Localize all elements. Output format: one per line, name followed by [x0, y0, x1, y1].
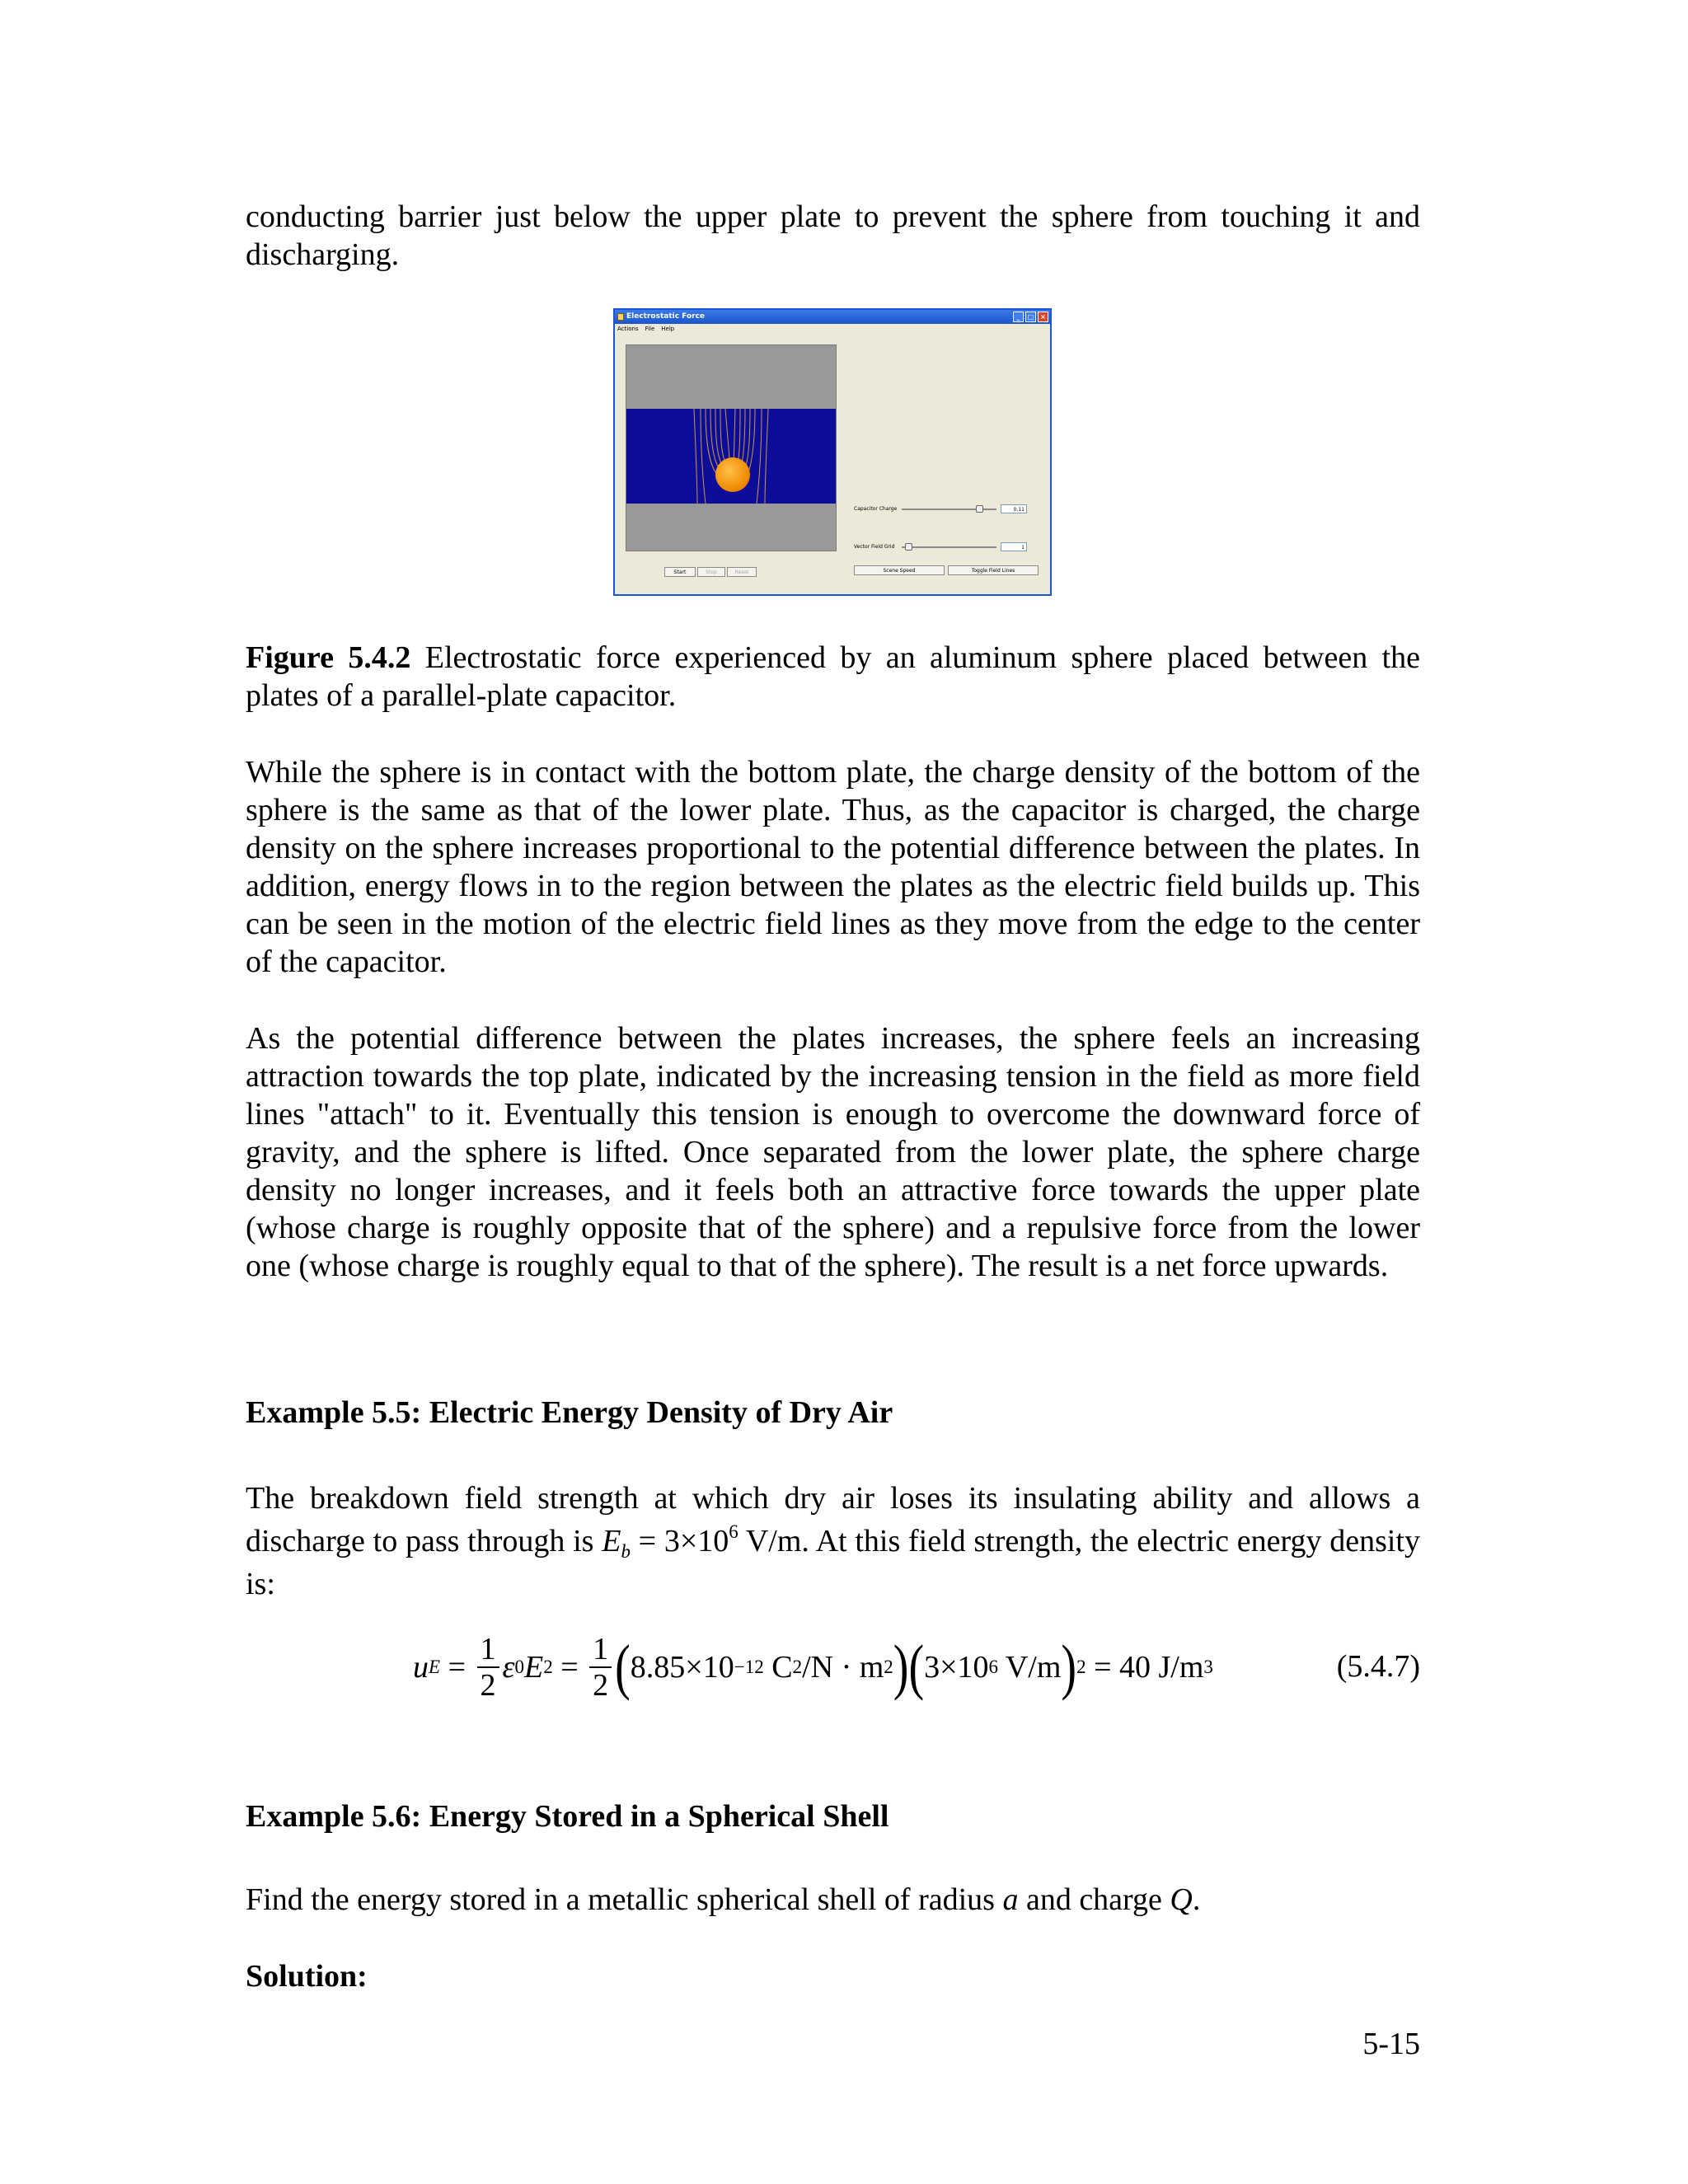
- eq-field-value: 3×10: [924, 1650, 989, 1685]
- vector-field-grid-track: [902, 546, 996, 548]
- paragraph-attraction: As the potential difference between the plates increases, the sphere feels an increasing attraction towards the top plate, indicated by the increasing tension in the field as more field lines "attach" to it. Eventually this tension is enough to overcome the downward force of gravity, and the sphere is lifted. Once separated from the lower plate, the sphere charge density no longer increases, and it feels both an attractive force towards the upper plate (whose charge is roughly opposite that of the sphere) and a repulsive force from the lower one (whose charge is roughly equal to that of the sphere). The result is a net force upwards.: [246, 1021, 1420, 1283]
- eq-permittivity-unit: C: [763, 1650, 793, 1685]
- minimize-icon[interactable]: _: [1013, 312, 1024, 322]
- field-line: [757, 409, 762, 504]
- example-5-6-text: [246, 1881, 1420, 1919]
- scene-speed-button[interactable]: Scene Speed: [854, 565, 945, 575]
- eq-field-unit: V/m: [998, 1650, 1062, 1685]
- eq-half-num-1: 1: [480, 1632, 496, 1666]
- field-line: [701, 409, 706, 504]
- field-line: [765, 409, 768, 504]
- var-q: Q: [1170, 1882, 1193, 1917]
- vector-field-grid-label: Vector Field Grid: [854, 544, 895, 550]
- start-button[interactable]: Start: [664, 567, 696, 577]
- eq-result: = 40 J/m: [1085, 1650, 1204, 1685]
- maximize-icon[interactable]: □: [1025, 312, 1036, 322]
- figure-label: Figure 5.4.2: [246, 640, 411, 675]
- intro-paragraph: conducting barrier just below the upper plate to prevent the sphere from touching it and discharging.: [246, 199, 1420, 272]
- eq-permittivity-value: 8.85×10: [630, 1650, 734, 1685]
- window-controls: [1013, 312, 1048, 322]
- aluminum-sphere: [715, 457, 750, 492]
- simulation-view: [626, 344, 837, 551]
- page-number: 5-15: [1362, 2027, 1420, 2061]
- field-line: [694, 409, 697, 504]
- example-5-6-text-before: Find the energy stored in a metallic spherical shell of radius: [246, 1882, 1003, 1917]
- menu-bar: [615, 324, 1050, 334]
- eb-symbol: E: [602, 1524, 621, 1558]
- example-5-6-heading: Example 5.6: Energy Stored in a Spherical Shell: [246, 1799, 889, 1834]
- example-5-6-text-end: .: [1192, 1882, 1201, 1917]
- close-icon[interactable]: ×: [1038, 312, 1048, 322]
- figure-caption: [246, 639, 1420, 715]
- example-5-5-text: [246, 1477, 1420, 1605]
- solution-label: Solution:: [246, 1959, 368, 1994]
- eq-half-den-1: 2: [480, 1668, 496, 1703]
- eq-u-symbol: u: [413, 1650, 429, 1685]
- window-title: Electrostatic Force: [626, 312, 706, 321]
- var-a: a: [1002, 1882, 1019, 1917]
- eq-E-symbol: E: [523, 1650, 544, 1685]
- eq-half-num-2: 1: [593, 1632, 609, 1666]
- electrostatic-force-window: [613, 308, 1052, 596]
- eb-subscript: b: [621, 1541, 631, 1562]
- eq-half-fraction-1: [477, 1632, 499, 1703]
- eq-half-fraction-2: [589, 1632, 612, 1703]
- eq-half-den-2: 2: [593, 1668, 609, 1703]
- vector-field-grid-slider[interactable]: [905, 543, 912, 551]
- reset-button[interactable]: Reset: [727, 567, 757, 577]
- stop-button[interactable]: Stop: [697, 567, 725, 577]
- example-5-5-text-after: . At this field strength, the electric energy density is:: [246, 1524, 1420, 1601]
- eq-equals-1: =: [440, 1650, 474, 1685]
- toggle-field-lines-button[interactable]: Toggle Field Lines: [948, 565, 1039, 575]
- capacitor-charge-label: Capacitor Charge: [854, 506, 898, 512]
- eq-equals-2: =: [552, 1650, 587, 1685]
- figure-caption-text: Electrostatic force experienced by an aluminum sphere placed between the plates of a parallel-plate capacitor.: [246, 640, 1421, 713]
- eb-unit: V/m: [738, 1524, 802, 1558]
- eq-permittivity-unit2: /N · m: [802, 1650, 884, 1685]
- example-5-6-text-mid: and charge: [1018, 1882, 1170, 1917]
- capacitor-charge-value[interactable]: 0.11: [1001, 504, 1027, 513]
- equation-number: (5.4.7): [1336, 1649, 1420, 1684]
- eq-epsilon: ε: [502, 1650, 515, 1685]
- menu-help[interactable]: Help: [661, 326, 675, 332]
- example-5-5-heading: Example 5.5: Electric Energy Density of Dry Air: [246, 1395, 893, 1430]
- eq-u-subscript: E: [429, 1657, 441, 1677]
- eb-value: = 3×10: [630, 1524, 729, 1558]
- paragraph-contact: While the sphere is in contact with the bottom plate, the charge density of the bottom of the sphere is the same as that of the lower plate. Thus, as the capacitor is charged, the charge density on the sphere increases proportional to the potential difference between the plates. In addition, energy flows in to the region between the plates as the electric field builds up. This can be seen in the motion of the electric field lines as they move from the edge to the center of the capacitor.: [246, 755, 1420, 979]
- equation-body: u E = $\frac{1}{2}$ ε 0 E 2 = $\frac{1}{2}$ ( 8.85×10 −12 C 2 /N · m 2 ) ( 3×10 6 V/m ) 2 = 40 J/m 3: [413, 1632, 1213, 1703]
- vector-field-grid-value[interactable]: 1: [1001, 542, 1027, 551]
- app-icon: [617, 313, 624, 321]
- window-titlebar: [615, 310, 1050, 324]
- eb-exponent: 6: [729, 1521, 738, 1542]
- capacitor-charge-slider[interactable]: [976, 505, 983, 513]
- menu-file[interactable]: File: [645, 326, 655, 332]
- menu-actions[interactable]: Actions: [617, 326, 639, 332]
- equation-5-4-7: [246, 1622, 1420, 1713]
- example-5-5-text-before: The breakdown field strength at which dry air loses its insulating ability and allows a discharge to pass through is: [246, 1481, 1420, 1558]
